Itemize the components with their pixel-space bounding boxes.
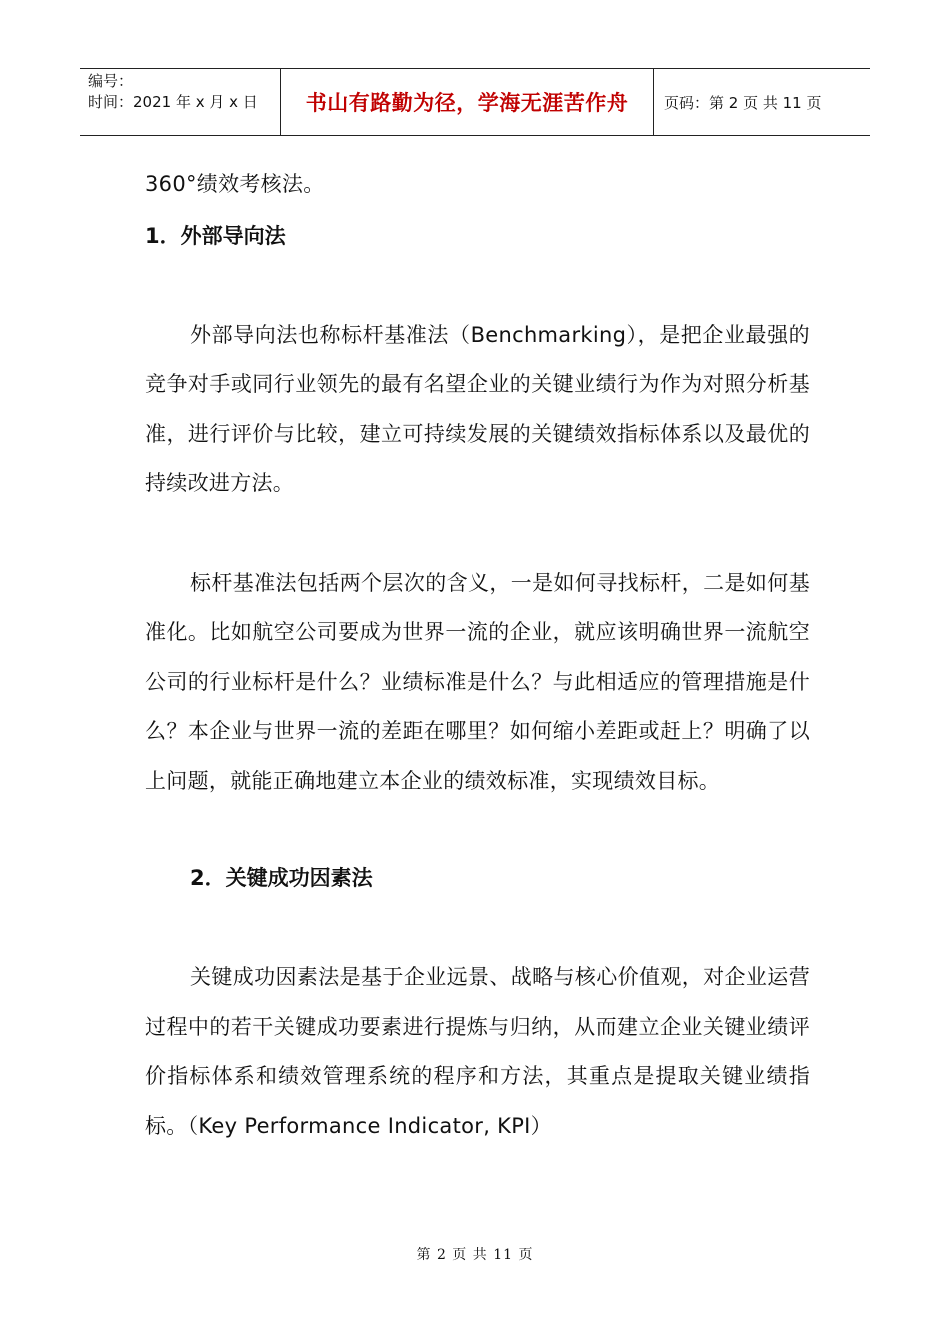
document-date-label: 时间：2021 年 x 月 x 日	[88, 93, 258, 111]
page-footer: 第 2 页 共 11 页	[416, 1247, 534, 1263]
section2-paragraph-1: 关键成功因素法是基于企业远景、战略与核心价值观，对企业运营过程中的若干关键成功要素进行提炼与归纳，从而建立企业关键业绩评价指标体系和绩效管理系统的程序和方法，其重点是提取关键业绩指标。（Key Performance Indicator, KPI）	[145, 965, 810, 1138]
header-meta-cell	[80, 69, 281, 135]
section1-paragraph-1: 外部导向法也称标杆基准法（Benchmarking），是把企业最强的竞争对手或同行业领先的最有名望企业的关键业绩行为作为对照分析基准，进行评价与比较，建立可持续发展的关键绩效指标体系以及最优的持续改进方法。	[145, 322, 810, 495]
header-motto: 书山有路勤为径，学海无涯苦作舟	[305, 91, 629, 115]
page-header	[80, 68, 870, 136]
section2-heading: 2．关键成功因素法	[190, 866, 373, 890]
header-page-info: 页码：第 2 页 共 11 页	[664, 93, 822, 112]
document-number-label: 编号：	[88, 72, 134, 90]
section1-heading: 1．外部导向法	[145, 223, 286, 248]
document-body	[145, 160, 810, 1151]
intro-line: 360°绩效考核法。	[145, 172, 325, 196]
header-page-cell	[654, 69, 870, 135]
section1-paragraph-2: 标杆基准法包括两个层次的含义，一是如何寻找标杆，二是如何基准化。比如航空公司要成为世界一流的企业，就应该明确世界一流航空公司的行业标杆是什么？业绩标准是什么？与此相适应的管理措施是什么？本企业与世界一流的差距在哪里？如何缩小差距或赶上？明确了以上问题，就能正确地建立本企业的绩效标准，实现绩效目标。	[145, 570, 810, 793]
header-motto-cell	[281, 69, 654, 135]
